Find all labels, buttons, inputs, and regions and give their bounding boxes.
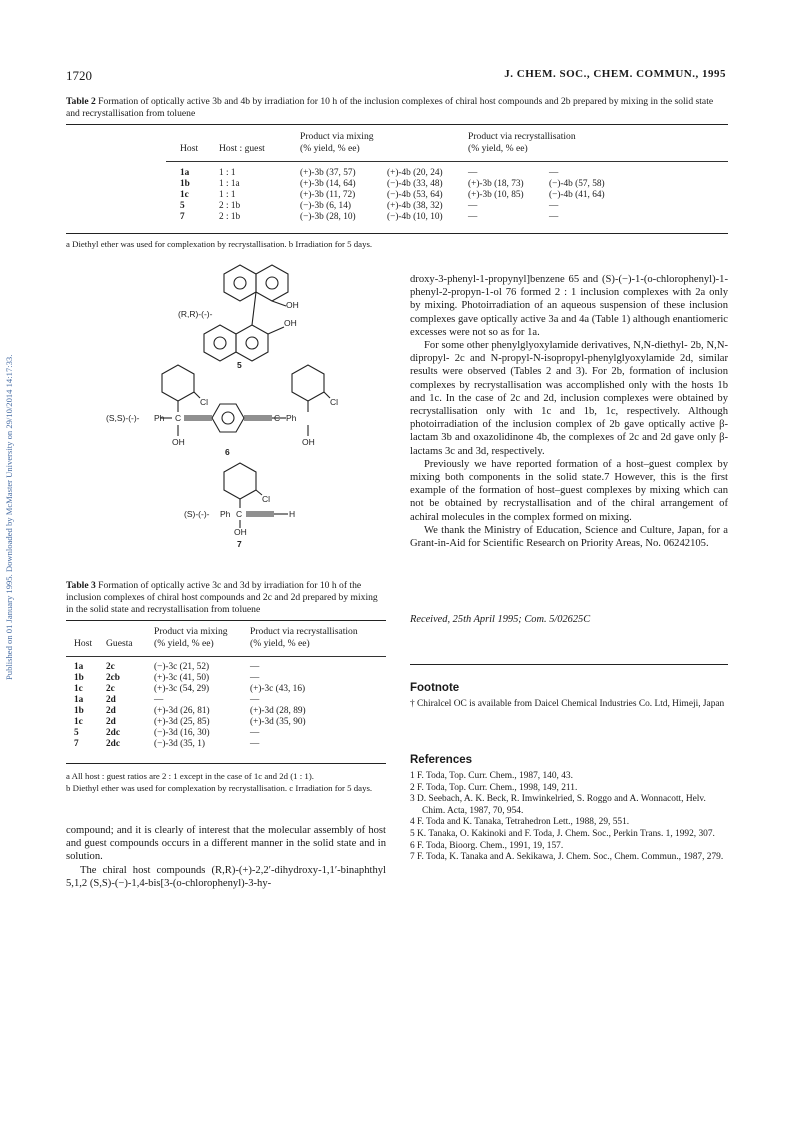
propynol-structure-7: [224, 463, 288, 528]
table2-cell-host: 7: [180, 212, 185, 222]
right-paragraph-2: For some other phenylglyoxylamide derivatives, N,N-diethyl- 2b, N,N-dipropyl- 2c and N-propyl-N-isopropyl-phenylglyoxylamide 2d, similar results were observed (Tables 2 and 3). For 2b, formation of inclusion complexes by recrystallisation was accomplished only with the hosts 1b and 1c. In the case of 2c and 2d, inclusion complexes were obtained by recrystallisation only with 1c and 1b, 1c, respectively. Although photoirradiation of the inclusion complex of 2b gave optically active β-lactam 3b and oxazolidinone 4b, the complexes of 2c and 2d gave only β-lactams 3c and 3d, respectively.: [410, 340, 728, 457]
table3-cell-guest: 2d: [106, 706, 116, 716]
table3-body: [74, 662, 340, 750]
s5-oh-bottom: OH: [284, 318, 297, 328]
table2-cell-rec-3b: —: [468, 168, 478, 178]
table2-cell-ratio: 1 : 1: [219, 190, 236, 200]
table2-cell-mix-4b: (+)-4b (38, 32): [387, 201, 443, 211]
table2-row: [180, 168, 609, 179]
reference-item: 4 F. Toda and K. Tanaka, Tetrahedron Lett., 1988, 29, 551.: [410, 817, 630, 828]
s6-config: (S,S)-(-)-: [106, 413, 140, 423]
table3-footnote-bc: b Diethyl ether was used for complexation by recrystallisation. c Irradiation for 5 days.: [66, 783, 373, 793]
table3-row: [74, 662, 340, 673]
table3-bottom-rule: [66, 763, 386, 764]
table2-head-rec1: Product via recrystallisation: [468, 131, 576, 142]
table3-row: [74, 717, 340, 728]
download-note: [4, 260, 18, 680]
table2-cell-rec-3b: (+)-3b (10, 85): [468, 190, 524, 200]
table2-footnote: a Diethyl ether was used for complexation by recrystallisation. b Irradiation for 5 days.: [66, 239, 373, 249]
table3-head-mix2: (% yield, % ee): [154, 638, 214, 649]
table2-head-mix2: (% yield, % ee): [300, 143, 360, 154]
table2-cell-ratio: 1 : 1a: [219, 179, 240, 189]
s7-config: (S)-(-)-: [184, 509, 210, 519]
table3-cell-guest: 2dc: [106, 739, 120, 749]
table2-head-ratio: Host : guest: [219, 143, 265, 154]
table2-cell-host: 1b: [180, 179, 190, 189]
table2-cell-mix-3b: (−)-3b (6, 14): [300, 201, 351, 211]
s6-c-left: C: [175, 413, 182, 423]
table3-cell-guest: 2d: [106, 695, 116, 705]
s6-cl-right: Cl: [330, 397, 339, 407]
table2-cell-ratio: 2 : 1b: [219, 201, 241, 211]
s5-config: (R,R)-(-)-: [178, 309, 213, 319]
s7-label: 7: [237, 539, 242, 549]
table3-cell-rec: —: [250, 662, 260, 672]
table3-cell-guest: 2d: [106, 717, 116, 727]
table3-cell-host: 1c: [74, 717, 83, 727]
table3-row: [74, 684, 340, 695]
reference-item: 1 F. Toda, Top. Curr. Chem., 1987, 140, 43.: [410, 771, 573, 781]
table3-top-rule: [66, 620, 386, 621]
footnote-heading: Footnote: [410, 682, 460, 694]
page-number: 1720: [66, 68, 92, 83]
bis-propynyl-structure-6: [160, 365, 330, 436]
right-paragraph-4: We thank the Ministry of Education, Science and Culture, Japan, for a Grant-in-Aid for Scientific Research on Priority Areas, No. 06242105.: [410, 524, 728, 550]
table3-row: [74, 728, 340, 739]
table2-cell-ratio: 1 : 1: [219, 168, 236, 178]
table2-head-rec2: (% yield, % ee): [468, 143, 528, 154]
table2-body: [180, 168, 609, 223]
right-paragraph-3: Previously we have reported formation of a host–guest complex by mixing both components in the solid state.7 However, this is the first example of the formation of host–guest complexes by mixing which can not be obtained by recrystallisation and of the chiral arrangement of achiral molecules in the complex formed on mixing.: [410, 458, 728, 523]
reference-item: 5 K. Tanaka, O. Kakinoki and F. Toda, J. Chem. Soc., Perkin Trans. 1, 1992, 307.: [410, 828, 715, 839]
table2-row: [180, 190, 609, 201]
table3-cell-mix: (+)-3d (25, 85): [154, 717, 210, 727]
table2-cell-mix-4b: (−)-4b (10, 10): [387, 212, 443, 222]
s6-cl-left: Cl: [200, 397, 209, 407]
table2-cell-mix-4b: (−)-4b (33, 48): [387, 179, 443, 189]
s6-ph-left: Ph: [154, 413, 165, 423]
table2-caption: [66, 96, 728, 120]
table2: [66, 131, 728, 241]
table3-cell-host: 1a: [74, 695, 84, 705]
table2-row: [180, 212, 609, 223]
table3-cell-mix: (+)-3d (26, 81): [154, 706, 210, 716]
s6-c-right: C: [274, 413, 281, 423]
reference-item: 2 F. Toda, Top. Curr. Chem., 1998, 149, 211.: [410, 782, 578, 793]
s7-oh: OH: [234, 527, 247, 537]
table3-cell-host: 7: [74, 739, 79, 749]
table2-cell-rec-3b: (+)-3b (18, 73): [468, 179, 524, 189]
table2-cell-mix-3b: (+)-3b (14, 64): [300, 179, 356, 189]
table3-cell-mix: —: [154, 695, 164, 705]
table2-cell-rec-4b: —: [549, 168, 559, 178]
table2-cell-rec-3b: —: [468, 201, 478, 211]
table3-row: [74, 695, 340, 706]
s5-oh-top: OH: [286, 300, 299, 310]
table3-head-rule: [66, 656, 386, 657]
table3-head-mix1: Product via mixing: [154, 626, 228, 637]
table3-cell-host: 1a: [74, 662, 84, 672]
footnote-rule: [410, 664, 728, 665]
table2-cell-rec-3b: —: [468, 212, 478, 222]
left-paragraph-2: The chiral host compounds (R,R)-(+)-2,2′-dihydroxy-1,1′-binaphthyl 5,1,2 (S,S)-(−)-1,4-bis[3-(o-chlorophenyl)-3-hy-: [66, 864, 386, 889]
table2-cell-rec-4b: (−)-4b (41, 64): [549, 190, 605, 200]
table3-head-rec2: (% yield, % ee): [250, 638, 310, 649]
s6-label: 6: [225, 447, 230, 457]
table2-bottom-rule: [66, 233, 728, 234]
table3-head-rec1: Product via recrystallisation: [250, 626, 358, 637]
left-column-text: [66, 824, 386, 890]
reference-item: 7 F. Toda, K. Tanaka and A. Sekikawa, J. Chem. Soc., Chem. Commun., 1987, 279.: [410, 852, 724, 863]
table3-label: Table 3: [66, 580, 96, 591]
table3-cell-guest: 2c: [106, 662, 115, 672]
received-line: Received, 25th April 1995; Com. 5/02625C: [410, 614, 591, 625]
table3-cell-guest: 2c: [106, 684, 115, 694]
table2-cell-mix-3b: (−)-3b (28, 10): [300, 212, 356, 222]
table3-cell-host: 1b: [74, 673, 84, 683]
table3-row: [74, 739, 340, 750]
table2-cell-host: 5: [180, 201, 185, 211]
table3-row: [74, 706, 340, 717]
table3-head-guest: Guesta: [106, 638, 133, 649]
table3-cell-rec: —: [250, 739, 260, 749]
table3-cell-mix: (+)-3c (54, 29): [154, 684, 210, 694]
binaphthyl-structure-5: [204, 265, 288, 361]
s5-label: 5: [237, 360, 242, 370]
left-paragraph-1: compound; and it is clearly of interest that the molecular assembly of host and guest compounds occurs in a different manner in the solid state and in solution.: [66, 825, 386, 863]
table3-cell-rec: —: [250, 673, 260, 683]
table3-footnote-a: a All host : guest ratios are 2 : 1 except in the case of 1c and 2d (1 : 1).: [66, 771, 314, 781]
table3-cell-guest: 2dc: [106, 728, 120, 738]
table2-label: Table 2: [66, 96, 96, 107]
s7-h: H: [289, 509, 296, 519]
references-list: [410, 771, 728, 864]
table2-cell-host: 1a: [180, 168, 190, 178]
table2-head-host: Host: [180, 143, 199, 154]
table3-cell-rec: (+)-3d (35, 90): [250, 717, 306, 727]
chemical-structures: [96, 262, 356, 552]
footnote-text: † Chiralcel OC is available from Daicel Chemical Industries Co. Ltd, Himeji, Japan: [410, 699, 725, 709]
table3-cell-host: 1c: [74, 684, 83, 694]
table3-cell-rec: (+)-3d (28, 89): [250, 706, 306, 716]
s7-cl: Cl: [262, 494, 271, 504]
table3-cell-rec: —: [250, 695, 260, 705]
table2-head-mix1: Product via mixing: [300, 131, 374, 142]
table3-head-host: Host: [74, 638, 93, 649]
table2-row: [180, 179, 609, 190]
s7-c: C: [236, 509, 243, 519]
table2-cell-mix-4b: (+)-4b (20, 24): [387, 168, 443, 178]
s6-ph-right: Ph: [286, 413, 297, 423]
table3-cell-mix: (+)-3c (41, 50): [154, 673, 210, 683]
table2-caption-text: Formation of optically active 3b and 4b by irradiation for 10 h of the inclusion complexes of chiral host compounds and 2b prepared by mixing in the solid state and recrystallisation from toluene: [66, 96, 714, 119]
table2-cell-rec-4b: (−)-4b (57, 58): [549, 179, 605, 189]
table2-top-rule: [66, 124, 728, 125]
table2-cell-host: 1c: [180, 190, 189, 200]
table2-cell-mix-3b: (+)-3b (11, 72): [300, 190, 356, 200]
table3-row: [74, 673, 340, 684]
table2-cell-rec-4b: —: [549, 201, 559, 211]
s7-ph: Ph: [220, 509, 231, 519]
reference-item: 6 F. Toda, Bioorg. Chem., 1991, 19, 157.: [410, 840, 564, 851]
table3-caption: [66, 580, 386, 616]
table3-cell-mix: (−)-3d (16, 30): [154, 728, 210, 738]
table2-cell-mix-3b: (+)-3b (37, 57): [300, 168, 356, 178]
references-heading: References: [410, 754, 473, 766]
s6-oh-left: OH: [172, 437, 185, 447]
right-column-text: [410, 273, 728, 550]
table3-cell-host: 5: [74, 728, 79, 738]
right-paragraph-1: droxy-3-phenyl-1-propynyl]benzene 65 and (S)-(−)-1-(o-chlorophenyl)-1-phenyl-2-propyn-1-ol 76 formed 2 : 1 inclusion complexes with 2a only by mixing. Photoirradiation of an aqueous suspension of these inclusion complexes gave optically active 3a and 4a (Table 1) although enantiomeric excesses were not so as for 1a.: [410, 274, 728, 338]
table3: [66, 626, 386, 761]
table3-caption-text: Formation of optically active 3c and 3d by irradiation for 10 h of the inclusion complexes of chiral host compounds and 2c and 2d prepared by mixing in the solid state and recrystallisation from toluene: [66, 580, 378, 615]
journal-header: J. CHEM. SOC., CHEM. COMMUN., 1995: [504, 68, 726, 80]
download-note-text: Published on 01 January 1995. Downloaded by McMaster University on 29/10/2014 14:17:33.: [4, 354, 14, 680]
table3-cell-mix: (−)-3d (35, 1): [154, 739, 205, 749]
reference-item: 3 D. Seebach, A. K. Beck, R. Imwinkelried, S. Roggo and A. Wonnacott, Helv. Chim. Acta, 1987, 70, 954.: [410, 794, 706, 816]
table2-cell-ratio: 2 : 1b: [219, 212, 241, 222]
table3-cell-guest: 2cb: [106, 673, 120, 683]
table2-row: [180, 201, 609, 212]
s6-oh-right: OH: [302, 437, 315, 447]
table3-cell-mix: (−)-3c (21, 52): [154, 662, 210, 672]
table2-cell-mix-4b: (−)-4b (53, 64): [387, 190, 443, 200]
table3-cell-host: 1b: [74, 706, 84, 716]
table3-cell-rec: —: [250, 728, 260, 738]
table2-cell-rec-4b: —: [549, 212, 559, 222]
table3-cell-rec: (+)-3c (43, 16): [250, 684, 306, 694]
table2-head-rule: [166, 161, 728, 162]
